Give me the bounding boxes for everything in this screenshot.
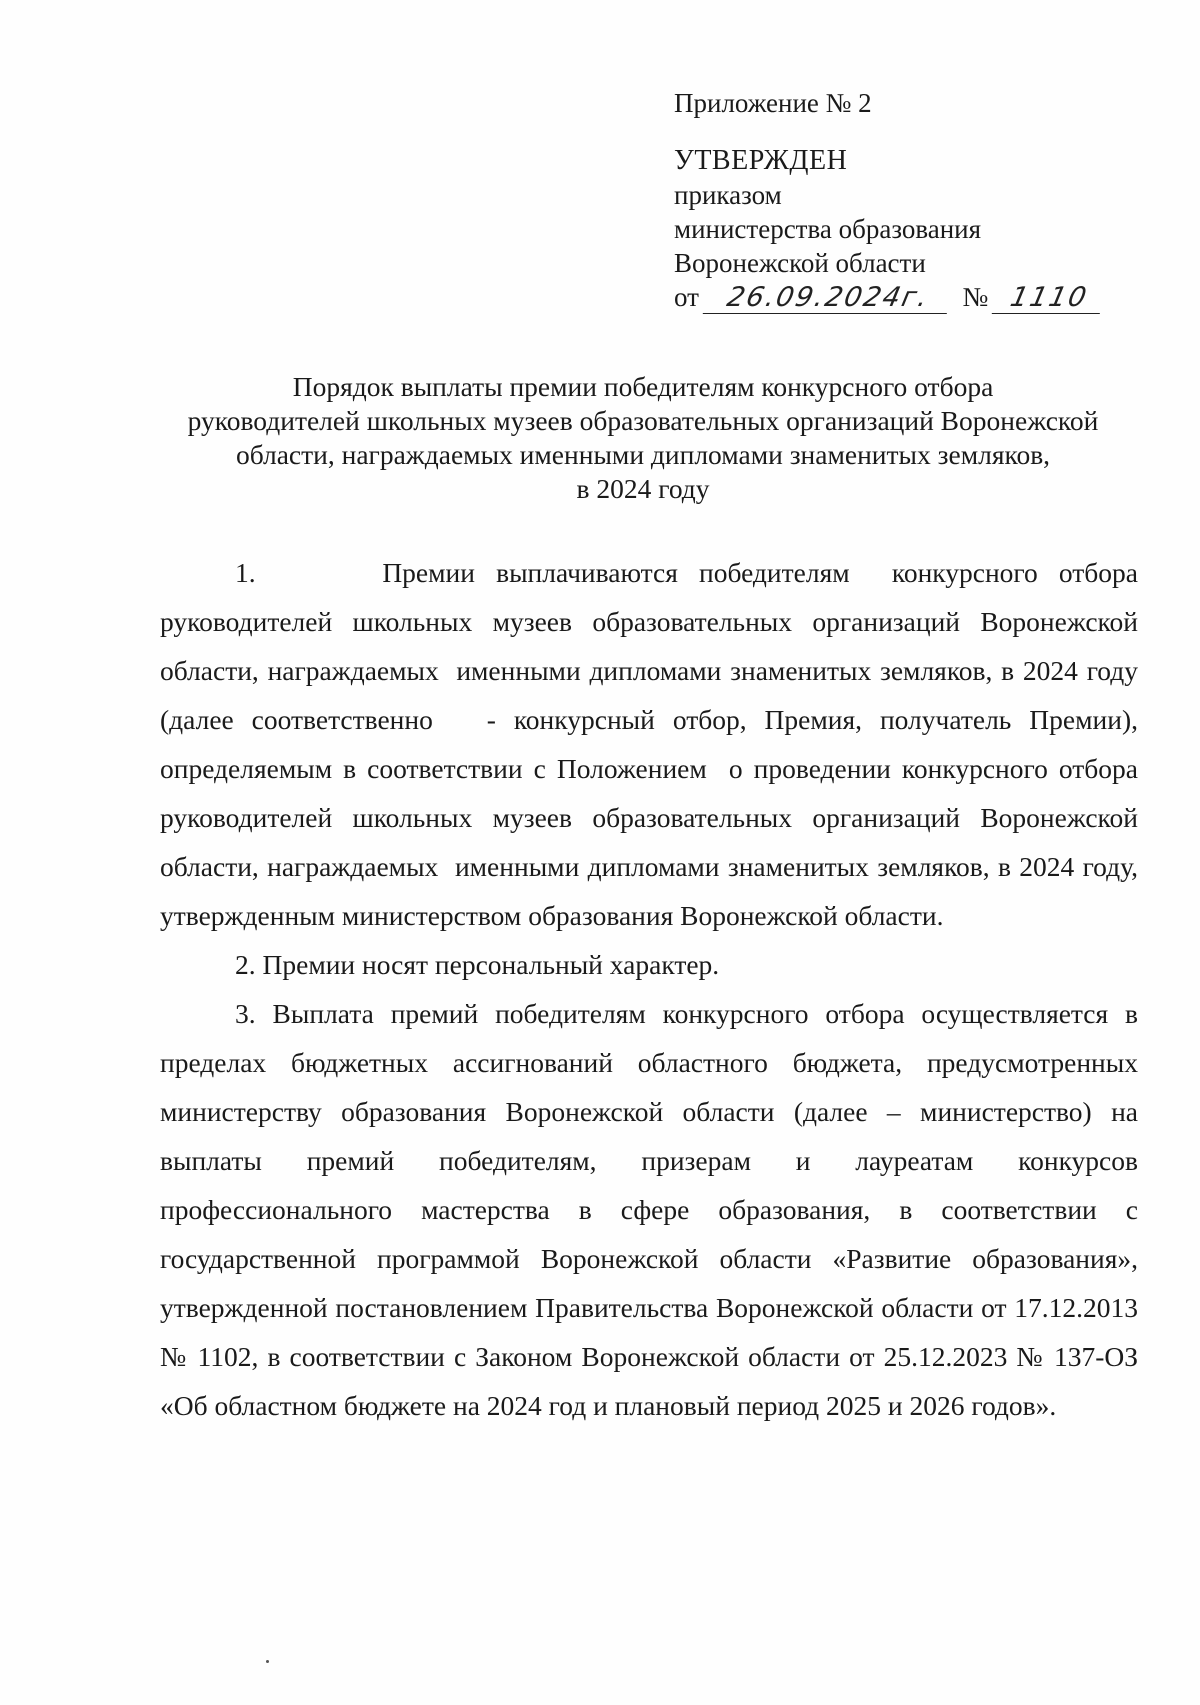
title-line-4: в 2024 году bbox=[576, 473, 710, 504]
paragraph-3: 3. Выплата премий победителям конкурсного отбора осуществляется в пределах бюджетных ассигнований областного бюджета, предусмотренных министерству образования Воронежской области (далее – министерство) на выплаты премий победителям, призерам и лауреатам конкурсов профессионального мастерства в сфере образования, в соответствии с государственной программой Воронежской области «Развитие образования», утвержденной постановлением Правительства Воронежской области от 17.12.2013 № 1102, в соответствии с Законом Воронежской области от 25.12.2023 № 137-ОЗ «Об областном бюджете на 2024 год и плановый период 2025 и 2026 годов». bbox=[160, 998, 1138, 1421]
title-line-1: Порядок выплаты премии победителям конкурсного отбора bbox=[292, 371, 994, 402]
approved-by-region: Воронежской области bbox=[674, 248, 926, 278]
number-sign: № bbox=[962, 282, 989, 312]
title-line-3: области, награждаемых именными дипломами знаменитых земляков, bbox=[235, 439, 1051, 470]
scan-speck bbox=[266, 1660, 269, 1663]
handwritten-number: 1110 bbox=[992, 283, 1107, 314]
handwritten-date: 26.09.2024г. bbox=[702, 283, 953, 314]
approved-by-order: приказом bbox=[674, 180, 782, 210]
approved-label: УТВЕРЖДЕН bbox=[674, 145, 848, 176]
paragraph-1: 1. Премии выплачиваются победителям конкурсного отбора руководителей школьных музеев образовательных организаций Воронежской области, награждаемых именными дипломами знаменитых земляков, в 2024 году (далее соответственно - конкурсный отбор, Премия, получатель Премии), определяемым в соответствии с Положением о проведении конкурсного отбора руководителей школьных музеев образовательных организаций Воронежской области, награждаемых именными дипломами знаменитых земляков, в 2024 году, утвержденным министерством образования Воронежской области. bbox=[160, 557, 1145, 931]
approval-block bbox=[674, 86, 1103, 314]
document-title bbox=[148, 370, 1138, 506]
appendix-label: Приложение № 2 bbox=[674, 88, 872, 118]
approved-by-ministry: министерства образования bbox=[674, 214, 982, 244]
title-line-2: руководителей школьных музеев образовательных организаций Воронежской bbox=[187, 405, 1099, 436]
date-prefix: от bbox=[674, 282, 699, 312]
order-date-row bbox=[674, 280, 1103, 314]
paragraph-2: 2. Премии носят персональный характер. bbox=[235, 949, 720, 980]
document-body bbox=[160, 548, 1145, 1430]
